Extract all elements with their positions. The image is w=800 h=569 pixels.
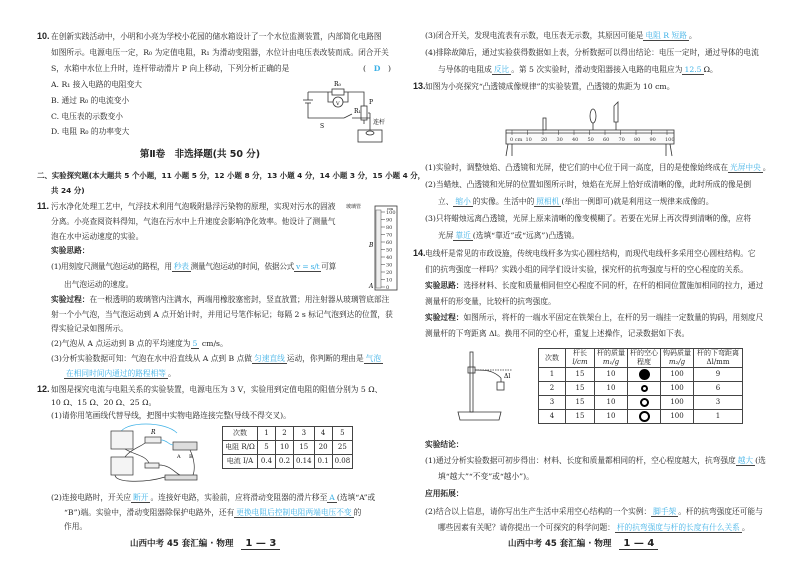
q12-part4: (4)排除故障后，通过实验获得数据如上表，分析数据可以得出结论：电压一定时，通过导体的电流: [425, 48, 759, 57]
section-intro: 二、实验探究题(本大题共 5 个小题，11 小题 5 分，12 小题 8 分，13 小题 4 分，14 小题 3 分，15 小题 4 分，: [37, 171, 426, 180]
table-cell: 6: [694, 382, 743, 396]
text: Δl/mm: [706, 358, 730, 366]
text: 杆长: [573, 349, 587, 357]
q12-part2-cont: [64, 507, 361, 518]
page-number: 1 — 4: [619, 538, 658, 550]
table-cell: 5: [332, 427, 353, 441]
question-number: 12.: [37, 384, 50, 394]
answer-blank: 在相同时间内通过的路程相等: [66, 369, 166, 378]
table-cell: 15: [566, 410, 595, 424]
answer-blank: 秒表: [173, 262, 189, 271]
table-cell: 15: [566, 382, 595, 396]
text: 。: [167, 369, 176, 378]
q11-text: 出气泡运动的速度。: [64, 280, 134, 289]
q14-text: 电线杆是常见的市政设施，传统电线杆多为实心圆柱结构，而现代电线杆多采用空心圆柱结构。它: [425, 249, 756, 258]
hollowness-icon: [628, 368, 661, 382]
tube-tick-label: 90: [386, 217, 393, 224]
table-cell: 2: [276, 427, 294, 441]
q13-part3-cont: [438, 230, 579, 241]
hollowness-icon: [628, 410, 661, 424]
table-cell: 3: [294, 427, 315, 441]
q12-data-table: [222, 426, 353, 469]
table-cell: 10: [595, 410, 628, 424]
table-row: [223, 441, 353, 455]
q14-text: 们的抗弯强度一样吗？实践小组的同学们设计实验，探究杆的抗弯强度与杆的空心程度的关系。: [425, 265, 748, 274]
table-header-cell: [539, 349, 566, 368]
table-cell: 10: [595, 396, 628, 410]
r0-label: R₀: [334, 81, 341, 88]
q11-text: 射一个小气泡，当气泡运动到 A 点开始计时，并用记号笔作标记；每隔 2 s 标记气泡到达的位置，获: [51, 310, 393, 319]
answer-blank: 匀速直线: [254, 354, 285, 363]
table-cell: 1: [694, 410, 743, 424]
table-cell: 0.1: [314, 455, 332, 469]
text: (2)结合以上信息，请你写出生产生活中采用空心结构的一个实例：: [425, 507, 652, 516]
q14-conclusion-title: 实验结论：: [425, 440, 464, 449]
text: m₂/g: [668, 358, 686, 366]
text: (1)通过分析实验数据可初步得出：材料、长度和质量都相同的杆，空心程度越大，抗弯强度: [425, 456, 736, 465]
table-cell: 20: [314, 441, 332, 455]
table-cell: 4: [539, 410, 566, 424]
process-title: 实验过程：: [51, 295, 90, 304]
question-number: 10.: [37, 31, 50, 41]
text: 运动，你判断的理由是: [286, 354, 364, 363]
table-header-cell: [595, 349, 628, 368]
tube-tick-label: 80: [386, 225, 393, 231]
tube-tick-label: 10: [386, 277, 393, 284]
page-footer: [508, 537, 658, 549]
question-number: 13.: [413, 81, 426, 91]
text: 次数: [545, 353, 559, 362]
voltmeter-label: V: [336, 101, 340, 107]
answer-blank: A: [329, 493, 335, 502]
table-cell: 15: [566, 368, 595, 382]
tube-tick-label: 50: [386, 247, 393, 254]
table-row: [539, 396, 743, 410]
ruler-tick-label: 0 cm: [510, 137, 523, 143]
table-cell: 100: [661, 396, 694, 410]
page-footer: [130, 537, 280, 549]
glass-tube-figure: [346, 202, 398, 294]
q11-part1: [51, 261, 336, 272]
table-cell: 15: [294, 441, 315, 455]
text: 。: [762, 163, 771, 172]
text: (选填“靠近”或“远离”)凸透镜。: [472, 231, 580, 240]
text: 的实像。生活中的: [472, 197, 535, 206]
ruler-tick-label: 60: [603, 137, 610, 143]
table-cell: 3: [539, 396, 566, 410]
q11-text: 污水净化处理工艺中，气浮技术利用气泡吸附悬浮污染物的原理，实现对污水的固液: [51, 202, 336, 211]
text: (2)连接电路时，开关应: [51, 493, 132, 502]
tube-unit: cm: [387, 206, 394, 211]
text: 可算: [321, 262, 337, 271]
answer-blank: v = s/t: [296, 262, 320, 271]
text: (选: [755, 456, 766, 465]
answer-blank: 更换电阻后控制电阻两端电压不变: [236, 508, 352, 517]
table-cell: 0.14: [294, 455, 315, 469]
tube-tick-label: 60: [386, 240, 393, 246]
answer-blank: 杆的抗弯强度与杆的长度有什么关系: [616, 523, 740, 532]
optical-bench-figure: [500, 100, 680, 158]
tube-tick-label: 40: [386, 255, 393, 261]
table-cell: 0.08: [332, 455, 353, 469]
q14-text: 测量杆的形变量，比较杆的抗弯强度。: [425, 297, 556, 306]
table-cell: 0.2: [276, 455, 294, 469]
answer-blank: 电阻 R 短路: [645, 31, 687, 40]
q11-part3: [51, 353, 383, 364]
tube-tick-label: 0: [386, 285, 390, 291]
rod-label: 连杆: [373, 119, 386, 126]
q10-option: A. R₁ 接入电路的电阻变大: [51, 80, 142, 89]
table-cell: 100: [661, 368, 694, 382]
table-cell: 10: [595, 382, 628, 396]
tube-tick-label: 70: [386, 232, 393, 239]
hollowness-icon: [628, 382, 661, 396]
q11-process: [51, 294, 389, 305]
text: l/cm: [572, 358, 588, 366]
q11-part3-cont: [64, 368, 176, 379]
text: 。杆的抗弯强度还可能与: [678, 507, 763, 516]
answer-blank: 缩小: [455, 197, 471, 206]
text: (3)分析实验数据可知：气泡在水中沿直线从 A 点到 B 点做: [51, 354, 252, 363]
text: 如图所示，将杆的一端水平固定在铁架台上，在杆的另一端挂一定数量的钩码，用刻度尺: [463, 313, 764, 322]
q14-text: 填“越大”“不变”或“越小”)。: [438, 472, 534, 481]
q11-part2: [51, 338, 228, 349]
q13-text: 如图为小亮探究“凸透镜成像规律”的实验装置，凸透镜的焦距为 10 cm。: [425, 82, 675, 91]
table-cell: 100: [661, 410, 694, 424]
table-cell: 电流 I/A: [223, 455, 258, 469]
question-number: 11.: [37, 201, 50, 211]
page-number: 1 — 3: [241, 538, 280, 550]
text: (1)用刻度尺测量气泡运动的路程，用: [51, 262, 172, 271]
text: 。: [688, 31, 697, 40]
text: 。第 5 次实验时，滑动变阻器接入电路的电阻应为: [511, 65, 683, 74]
text: (3)闭合开关，发现电流表有示数，电压表无示数，其原因可能是: [425, 31, 644, 40]
ruler-tick-label: 10: [525, 137, 532, 143]
table-cell: 3: [694, 396, 743, 410]
answer-blank: 12.5: [684, 65, 702, 74]
table-row: [223, 427, 353, 441]
table-cell: 10: [595, 368, 628, 382]
table-header-cell: [628, 349, 661, 368]
section-title: 第Ⅱ卷 非选择题(共 50 分): [139, 149, 261, 160]
ruler-tick-label: 70: [618, 137, 625, 143]
q13-part3: (3)只将蜡烛远离凸透镜，光屏上原来清晰的像变模糊了。若要在光屏上再次得到清晰的像，应将: [425, 214, 752, 223]
ruler-tick-label: 30: [556, 137, 563, 143]
q14-idea: [425, 280, 763, 291]
tube-label: 玻璃管: [346, 204, 362, 210]
table-row: [539, 368, 743, 382]
table-row: [539, 410, 743, 424]
q10-answer: D: [373, 64, 381, 73]
table-row: [539, 349, 743, 368]
s-label: S: [320, 123, 325, 130]
table-cell: 4: [314, 427, 332, 441]
hollowness-icon: [628, 396, 661, 410]
text: 杆的质量: [597, 349, 625, 357]
q14-text: 测量杆的下弯距离 Δl。换用不同的空心杆，重复上述操作，记录数据如下表。: [425, 329, 690, 338]
table-cell: 次数: [223, 427, 258, 441]
p-label: P: [369, 99, 374, 106]
answer-blank: 光屏中央: [730, 163, 761, 172]
table-cell: 10: [276, 441, 294, 455]
q12-text: 10 Ω、15 Ω、20 Ω、25 Ω。: [51, 398, 157, 407]
table-cell: 1: [539, 368, 566, 382]
q13-part2-cont: [438, 196, 713, 207]
ruler-tick-label: 50: [587, 137, 594, 143]
text: “B”)端。实验中，滑动变阻器除保护电路外，还有: [64, 508, 235, 517]
tube-tick-label: 100: [386, 210, 396, 216]
tube-tick-label: 30: [386, 262, 393, 269]
answer-blank: 脚手架: [653, 507, 677, 516]
ruler-tick-label: 100: [665, 137, 675, 143]
q14-data-table: [538, 348, 743, 424]
table-header-cell: [694, 349, 743, 368]
text: 选择材料、长度和质量相同但空心程度不同的杆，在杆的相同位置施加相同的拉力，通过: [463, 281, 764, 290]
q14-process: [425, 312, 763, 323]
r1-label: R₁: [354, 108, 361, 115]
table-cell: 2: [539, 382, 566, 396]
text: (1)实验时，调整烛焰、凸透镜和光屏，使它们的中心位于同一高度，目的是使像始终成在: [425, 163, 729, 172]
q12-part3: [425, 30, 697, 41]
q10-text: 在创新实践活动中，小明和小亮为学校小花园的储水箱设计了一个水位监测装置，内部简化电路图: [51, 32, 382, 41]
q12-part4-cont: [438, 64, 718, 75]
text: cm/s。: [201, 339, 228, 348]
footer-title: 山西中考 45 套汇编 · 物理: [508, 539, 612, 549]
q12-text: 作用。: [64, 522, 88, 531]
ruler-tick-label: 20: [541, 137, 548, 143]
ruler-tick-label: 80: [634, 137, 641, 143]
tube-tick-label: 20: [386, 270, 393, 276]
table-cell: 25: [332, 441, 353, 455]
q10-option: D. 电阻 R₀ 的功率变大: [51, 127, 130, 136]
answer-blank: 气泡: [365, 354, 382, 363]
text: 杆的下弯距离: [697, 349, 739, 357]
footer-title: 山西中考 45 套汇编 · 物理: [130, 539, 234, 549]
table-row: [539, 382, 743, 396]
q14-conclusion-1: [425, 455, 766, 466]
text: (举出一例即可)就是利用这一规律来成像的。: [561, 197, 714, 206]
terminal-a-label: A: [177, 454, 181, 460]
table-cell: 1: [258, 427, 276, 441]
text: 杆的空心: [630, 349, 658, 357]
ruler-tick-label: 90: [649, 137, 656, 143]
text: 的: [353, 508, 362, 517]
text: 程度: [637, 358, 651, 366]
text: (2)气泡从 A 点运动到 B 点的平均速度为: [51, 339, 191, 348]
table-cell: 15: [566, 396, 595, 410]
table-cell: 9: [694, 368, 743, 382]
r-label: R: [151, 429, 156, 436]
text: Ω。: [703, 65, 718, 74]
point-a-label: A: [369, 283, 374, 290]
answer-blank: 5: [192, 339, 198, 348]
section-intro: 共 24 分): [51, 186, 85, 195]
text: 立、: [438, 197, 454, 206]
table-header-cell: [566, 349, 595, 368]
ruler-tick-label: 40: [572, 137, 579, 143]
q11-idea-title: 实验思路：: [51, 246, 90, 255]
q10-text: 如图所示。电源电压一定，R₀ 为定值电阻，R₁ 为滑动变阻器，水位计由电压表改装而成。闭合开关: [51, 48, 389, 57]
process-title: 实验过程：: [425, 313, 464, 322]
q12-circuit-figure: [105, 425, 200, 487]
q12-part2: [51, 492, 375, 503]
delta-l-label: Δl: [504, 373, 511, 380]
table-cell: 0.4: [258, 455, 276, 469]
q14-application-title: 应用拓展：: [425, 489, 464, 498]
text: 在一根透明的玻璃管内注满水，两端用橡胶塞密封，竖直放置；用注射器从玻璃管底部注: [89, 295, 390, 304]
table-cell: 5: [258, 441, 276, 455]
answer-blank: 照相机: [536, 197, 560, 206]
q13-part2: (2)当蜡烛、凸透镜和光屏的位置如图所示时，烛焰在光屏上恰好成清晰的像，此时所成的像是倒: [425, 180, 752, 189]
question-number: 14.: [413, 248, 426, 258]
text: (选填“A”或: [336, 493, 376, 502]
q12-part1: (1)请你用笔画线代替导线，把图中实物电路连接完整(导线不得交叉)。: [51, 411, 291, 420]
q14-application-2-cont: [438, 522, 750, 533]
q13-part1: [425, 162, 771, 173]
text: 钩码质量: [663, 349, 691, 357]
text: 。: [741, 523, 750, 532]
q11-text: 得实验记录如图所示。: [51, 324, 128, 333]
text: 哪些因素有关呢？请你提出一个可探究的科学问题：: [438, 523, 615, 532]
text: 测量气泡运动的时间，依据公式: [190, 262, 295, 271]
answer-blank: 越大: [737, 456, 754, 465]
text: 。连接好电路，实验前，应将滑动变阻器的滑片移至: [150, 493, 328, 502]
answer-blank: 断开: [133, 493, 149, 502]
text: 与导体的电阻成: [438, 65, 492, 74]
answer-blank: 靠近: [455, 231, 471, 240]
terminal-b-label: B: [189, 454, 193, 460]
q10-option: C. 电压表的示数变小: [51, 112, 123, 121]
table-header-cell: [661, 349, 694, 368]
table-cell: 100: [661, 382, 694, 396]
q10-text: S，水箱中水位上升时，连杆带动滑片 P 向上移动，下列分析正确的是: [51, 64, 290, 73]
q12-text: 如图是探究电流与电阻关系的实验装置，电源电压为 3 V，实验用到定值电阻的阻值分别为 5 Ω、: [51, 385, 383, 394]
table-cell: 电阻 R/Ω: [223, 441, 258, 455]
q11-text: 分离。小亮查阅资料得知，气泡在污水中上升速度会影响净化效率。他设计了测量气: [51, 217, 336, 226]
q10-circuit-diagram: [300, 78, 390, 143]
q14-application-2: [425, 506, 763, 517]
q11-text: 泡在水中运动速度的实验。: [51, 232, 144, 241]
answer-blank: 反比: [493, 65, 510, 74]
idea-title: 实验思路：: [425, 281, 464, 290]
table-row: [223, 455, 353, 469]
text: m₁/g: [602, 358, 620, 366]
point-b-label: B: [369, 242, 374, 249]
q10-answer-bracket: ( D ): [363, 64, 392, 73]
text: 光屏: [438, 231, 454, 240]
q10-option: B. 通过 R₀ 的电流变小: [51, 96, 130, 105]
iron-stand-figure: [455, 350, 515, 426]
